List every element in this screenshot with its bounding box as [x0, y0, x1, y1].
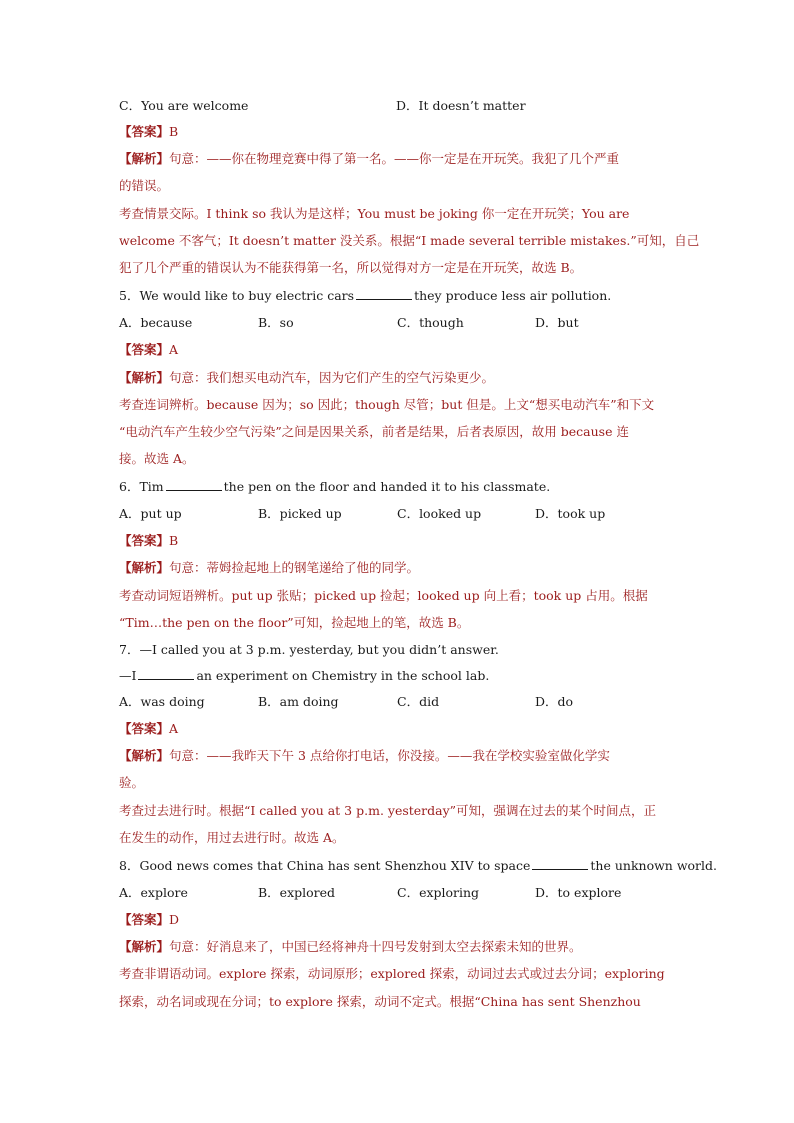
q5-stem-part-1: 5．We would like to buy electric cars: [119, 288, 355, 303]
q4-analysis-line-2: 的错误。: [119, 178, 170, 193]
answer-tag: 【答案】: [119, 721, 170, 736]
q8-explain-line-1: 考查非谓语动词。explore 探索，动词原形；explored 探索，动词过去式或过去分词；exploring: [119, 966, 665, 981]
q8-explain-line-2: 探索，动名词或现在分词；to explore 探索，动词不定式。根据“China has sent Shenzhou: [119, 994, 641, 1009]
q7-option-a: A．was doing: [119, 694, 205, 709]
q6-option-a: A．put up: [119, 506, 182, 521]
q5-stem-part-2: they produce less air pollution.: [414, 288, 612, 303]
q7-explain-line-2: 在发生的动作，用过去进行时。故选 A。: [119, 830, 345, 845]
q4-analysis-line-1: [119, 151, 679, 167]
q7-stem-part-1: —I: [119, 668, 137, 683]
q8-answer: [119, 912, 679, 928]
analysis-text: 句意：——我昨天下午 3 点给你打电话，你没接。——我在学校实验室做化学实: [169, 748, 610, 763]
analysis-tag: 【解析】: [119, 748, 170, 763]
q4-explain-line-1: 考查情景交际。I think so 我认为是这样；You must be joking 你一定在开玩笑；You are: [119, 206, 630, 221]
analysis-text: 句意：我们想买电动汽车，因为它们产生的空气污染更少。: [169, 370, 495, 385]
analysis-text: 句意：蒂姆捡起地上的钢笔递给了他的同学。: [169, 560, 420, 575]
q8-analysis-line-1: [119, 939, 679, 955]
analysis-tag: 【解析】: [119, 560, 170, 575]
answer-tag: 【答案】: [119, 342, 170, 357]
answer-value: B: [169, 533, 179, 548]
answer-tag: 【答案】: [119, 124, 170, 139]
q6-explain-line-1: 考查动词短语辨析。put up 张贴；picked up 捡起；looked up 向上看；took up 占用。根据: [119, 588, 648, 603]
q7-explain-line-1: 考查过去进行时。根据“I called you at 3 p.m. yesterday”可知，强调在过去的某个时间点，正: [119, 803, 657, 818]
analysis-tag: 【解析】: [119, 151, 170, 166]
q8-option-d: D．to explore: [535, 885, 622, 900]
q6-stem-part-1: 6．Tim: [119, 479, 164, 494]
q5-explain-line-3: 接。故选 A。: [119, 451, 195, 466]
q5-option-a: A．because: [119, 315, 193, 330]
q6-stem-part-2: the pen on the floor and handed it to his classmate.: [223, 479, 551, 494]
answer-value: A: [169, 721, 179, 736]
q5-answer: [119, 342, 679, 358]
answer-value: B: [169, 124, 179, 139]
answer-value: D: [169, 912, 180, 927]
q7-stem-line-1: 7．—I called you at 3 p.m. yesterday, but you didn’t answer.: [119, 642, 499, 657]
q8-option-b: B．explored: [258, 885, 336, 900]
q5-option-d: D．but: [535, 315, 579, 330]
q7-stem-line-2: [119, 668, 679, 684]
q7-option-b: B．am doing: [258, 694, 339, 709]
q7-option-d: D．do: [535, 694, 574, 709]
q5-explain-line-1: 考查连词辨析。because 因为；so 因此；though 尽管；but 但是。上文“想买电动汽车”和下文: [119, 397, 655, 412]
q6-explain-line-2: “Tim…the pen on the floor”可知，捡起地上的笔，故选 B。: [119, 615, 470, 630]
answer-blank: [166, 479, 222, 491]
q6-answer: [119, 533, 679, 549]
answer-tag: 【答案】: [119, 912, 170, 927]
q6-analysis-line-1: [119, 560, 679, 576]
q4-explain-line-2: welcome 不客气；It doesn’t matter 没关系。根据“I made several terrible mistakes.”可知，自己: [119, 233, 700, 248]
q7-analysis-line-1: [119, 748, 679, 764]
q6-option-b: B．picked up: [258, 506, 342, 521]
q7-answer: [119, 721, 679, 737]
answer-tag: 【答案】: [119, 533, 170, 548]
q4-answer: [119, 124, 679, 140]
q4-option-d: D．It doesn’t matter: [396, 98, 526, 113]
q8-stem-part-1: 8．Good news comes that China has sent Shenzhou XIV to space: [119, 858, 531, 873]
analysis-tag: 【解析】: [119, 939, 170, 954]
q5-option-c: C．though: [397, 315, 464, 330]
q7-option-c: C．did: [397, 694, 440, 709]
analysis-tag: 【解析】: [119, 370, 170, 385]
q8-option-c: C．exploring: [397, 885, 480, 900]
answer-value: A: [169, 342, 179, 357]
answer-blank: [138, 668, 194, 680]
q5-stem: [119, 288, 679, 304]
q7-stem-part-2: an experiment on Chemistry in the school lab.: [196, 668, 490, 683]
q5-explain-line-2: “电动汽车产生较少空气污染”之间是因果关系，前者是结果，后者表原因，故用 because 连: [119, 424, 629, 439]
q8-stem: [119, 858, 717, 874]
q8-option-a: A．explore: [119, 885, 188, 900]
analysis-text: 句意：好消息来了，中国已经将神舟十四号发射到太空去探索未知的世界。: [169, 939, 582, 954]
analysis-text: 句意：——你在物理竞赛中得了第一名。——你一定是在开玩笑。我犯了几个严重: [169, 151, 620, 166]
answer-blank: [356, 288, 412, 300]
q6-stem: [119, 479, 679, 495]
q5-option-b: B．so: [258, 315, 294, 330]
q6-option-d: D．took up: [535, 506, 606, 521]
q6-option-c: C．looked up: [397, 506, 482, 521]
q5-analysis-line-1: [119, 370, 679, 386]
q8-stem-part-2: the unknown world.: [590, 858, 717, 873]
q4-explain-line-3: 犯了几个严重的错误认为不能获得第一名，所以觉得对方一定是在开玩笑，故选 B。: [119, 260, 583, 275]
q7-analysis-line-2: 验。: [119, 775, 145, 790]
q4-option-c: C．You are welcome: [119, 98, 249, 113]
answer-blank: [532, 858, 588, 870]
